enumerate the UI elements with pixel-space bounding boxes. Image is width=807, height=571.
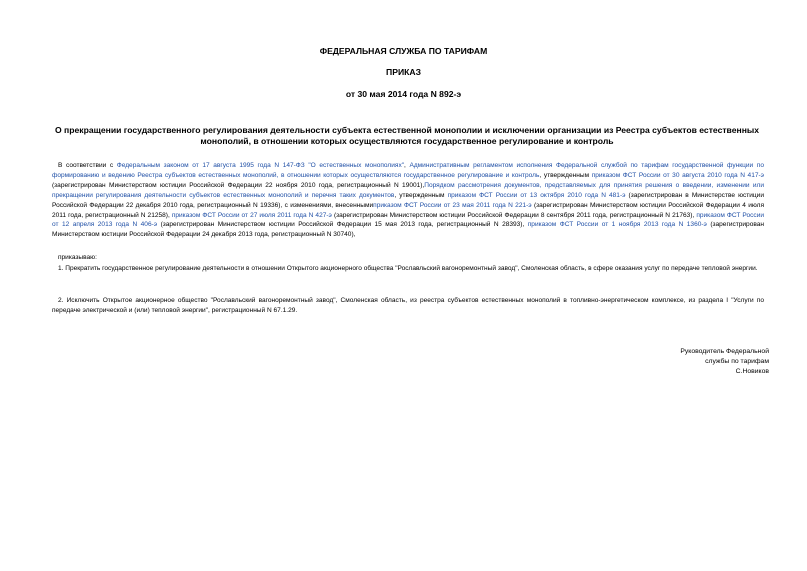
order-item-1: 1. Прекратить государственное регулирование деятельности в отношении Открытого акционерного общества "Рославльский вагоноремонтный завод", Смоленская область, в сфере оказания услуг по передаче тепловой энергии.	[58, 265, 758, 272]
agency-name: ФЕДЕРАЛЬНАЯ СЛУЖБА ПО ТАРИФАМ	[319, 46, 488, 56]
order-481-link[interactable]: приказом ФСТ России от 13 октября 2010 года N 481-э	[447, 191, 626, 199]
federal-law-link[interactable]: Федеральным законом от 17 августа 1995 года N 147-ФЗ "О естественных монополиях"	[116, 162, 405, 169]
procedure-link[interactable]: Порядком рассмотрения документов, представляемых для принятия решения о введении, изменении или прекращении регулирования деятельности субъектов естественных монополий и перечня таких документов	[52, 181, 764, 199]
order-406-link[interactable]: приказом ФСТ России от 12 апреля 2013 года N 406-э	[52, 211, 765, 229]
order-417-link[interactable]: приказом ФСТ России от 30 августа 2010 года N 417-э	[591, 171, 764, 179]
order-item-2: 2. Исключить Открытое акционерное общество "Рославльский вагоноремонтный завод", Смоленская область, из реестра субъектов естественных монополий в топливно-энергетическом комплексе, из раздела I "Услуги по передаче электрической и (или) тепловой энергии", регистрационный N 67.1.29.	[52, 297, 764, 314]
ordered-line: приказываю:	[58, 254, 97, 261]
order-427-link[interactable]: приказом ФСТ России от 27 июля 2011 года N 427-э	[171, 211, 332, 219]
intro-text: (зарегистрирован в Министерстве юстиции Российской Федерации 22 декабря 2010 года, регистрационный N 19336), с изменениями, внесенными	[52, 191, 764, 209]
intro-text: (зарегистрирован Министерством юстиции Российской Федерации 8 сентября 2011 года, регистрационный N 21763),	[331, 211, 697, 219]
document-date: от 30 мая 2014 года N 892-э	[345, 89, 462, 99]
document-title: О прекращении государственного регулирования деятельности субъекта естественной монополии и исключении организации из Реестра субъектов естественных монополий, в отношении которых осуществляются государственное регулирование и контроль	[54, 125, 760, 146]
intro-text: (зарегистрирован Министерством юстиции Российской Федерации 22 ноября 2010 года, регистрационный N 19001),	[52, 181, 425, 189]
intro-text: (зарегистрирован Министерством юстиции Российской Федерации 15 мая 2013 года, регистрационный N 28393),	[157, 221, 528, 229]
intro-text: В соответствии с	[58, 162, 117, 169]
order-221-link[interactable]: приказом ФСТ России от 23 мая 2011 года N 221-э	[373, 201, 532, 209]
order-1360-link[interactable]: приказом ФСТ России от 1 ноября 2013 года N 1360-э	[527, 221, 707, 229]
intro-text: ,	[404, 162, 410, 169]
intro-paragraph	[52, 161, 764, 240]
document-type: ПРИКАЗ	[386, 67, 421, 77]
signature-organization: службы по тарифам	[705, 358, 769, 365]
signature-position: Руководитель Федеральной	[680, 348, 769, 355]
signature-name: С.Новиков	[735, 368, 769, 375]
intro-text: (зарегистрирован Министерством юстиции Российской Федерации 24 декабря 2013 года, регистрационный N 30740),	[52, 221, 765, 239]
intro-text: , утвержденным	[539, 171, 592, 179]
admin-regulation-link[interactable]: Административным регламентом исполнения Федеральной службой по тарифам государственной функции по формированию и ведению Реестра субъектов естественных монополий, в отношении которых осуществляются государственное регулирование и контроль	[52, 162, 764, 179]
intro-text: , утвержденным	[394, 191, 448, 199]
intro-text: (зарегистрирован Министерством юстиции Российской Федерации 4 июля 2011 года, регистрационный N 21258),	[52, 201, 764, 219]
